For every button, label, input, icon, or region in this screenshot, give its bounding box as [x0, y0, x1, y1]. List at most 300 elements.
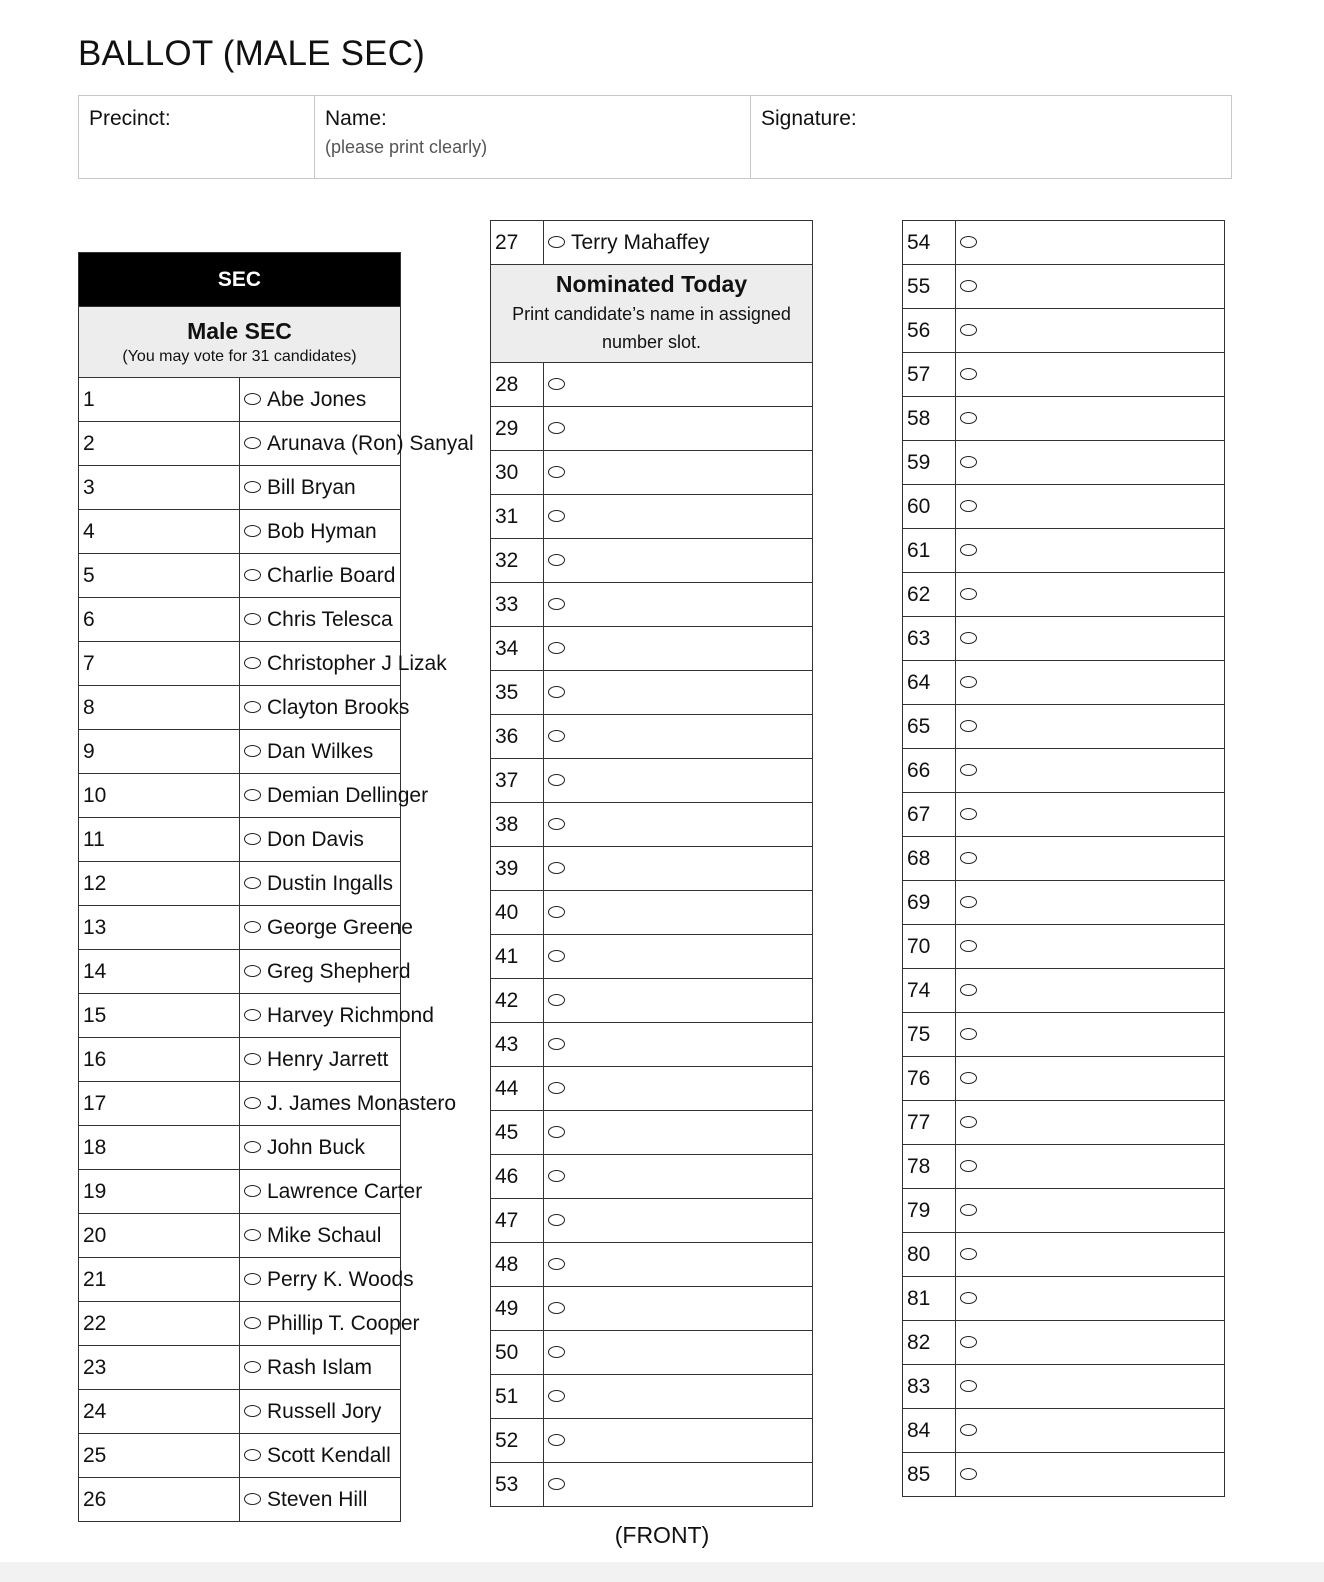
vote-oval-icon[interactable]: [548, 730, 565, 742]
write-in-cell[interactable]: [544, 847, 813, 891]
vote-oval-icon[interactable]: [960, 720, 977, 732]
write-in-cell[interactable]: [544, 495, 813, 539]
write-in-row[interactable]: [491, 627, 813, 671]
write-in-row[interactable]: [903, 1453, 1225, 1497]
candidate-row[interactable]: [79, 686, 401, 730]
slot-number: 17: [79, 1082, 240, 1126]
write-in-row[interactable]: [903, 881, 1225, 925]
candidate-row[interactable]: [79, 466, 401, 510]
write-in-row[interactable]: [903, 221, 1225, 265]
vote-oval-icon[interactable]: [244, 877, 261, 889]
write-in-row[interactable]: [903, 353, 1225, 397]
write-in-row[interactable]: [491, 1023, 813, 1067]
vote-oval-icon[interactable]: [960, 1380, 977, 1392]
write-in-row[interactable]: [491, 891, 813, 935]
write-in-row[interactable]: [491, 495, 813, 539]
write-in-row[interactable]: [903, 661, 1225, 705]
write-in-row[interactable]: [903, 617, 1225, 661]
slot-number: 76: [903, 1057, 956, 1101]
write-in-row[interactable]: [491, 1111, 813, 1155]
candidate-cell[interactable]: [240, 950, 411, 994]
write-in-row[interactable]: [491, 759, 813, 803]
write-in-cell[interactable]: [956, 881, 1225, 925]
slot-number: 74: [903, 969, 956, 1013]
slot-number: 82: [903, 1321, 956, 1365]
vote-oval-icon[interactable]: [960, 1336, 977, 1348]
write-in-row[interactable]: [491, 979, 813, 1023]
male-sec-subtitle: (You may vote for 31 candidates): [122, 348, 357, 365]
write-in-cell[interactable]: [956, 793, 1225, 837]
write-in-cell[interactable]: [544, 1419, 813, 1463]
vote-oval-icon[interactable]: [548, 1478, 565, 1490]
vote-oval-icon[interactable]: [244, 745, 261, 757]
slot-number: 58: [903, 397, 956, 441]
candidate-row[interactable]: [79, 1038, 401, 1082]
vote-oval-icon[interactable]: [244, 1493, 261, 1505]
name-field[interactable]: [315, 96, 751, 178]
vote-oval-icon[interactable]: [548, 774, 565, 786]
candidate-row[interactable]: [79, 730, 401, 774]
candidate-name: Bob Hyman: [267, 519, 377, 543]
candidate-row[interactable]: [79, 774, 401, 818]
candidate-cell[interactable]: [240, 642, 447, 686]
vote-oval-icon[interactable]: [548, 1258, 565, 1270]
write-in-cell[interactable]: [956, 1189, 1225, 1233]
candidate-cell[interactable]: [240, 1126, 401, 1170]
signature-field[interactable]: [751, 96, 1231, 178]
candidate-row[interactable]: [79, 1434, 401, 1478]
vote-oval-icon[interactable]: [548, 510, 565, 522]
slot-number: 55: [903, 265, 956, 309]
candidate-name: Chris Telesca: [267, 607, 393, 631]
slot-number: 60: [903, 485, 956, 529]
vote-oval-icon[interactable]: [960, 808, 977, 820]
write-in-row[interactable]: [903, 1101, 1225, 1145]
vote-oval-icon[interactable]: [244, 613, 261, 625]
write-in-row[interactable]: [903, 1233, 1225, 1277]
vote-oval-icon[interactable]: [548, 906, 565, 918]
write-in-cell[interactable]: [956, 749, 1225, 793]
write-in-cell[interactable]: [544, 1111, 813, 1155]
vote-oval-icon[interactable]: [960, 1072, 977, 1084]
write-in-row[interactable]: [491, 935, 813, 979]
write-in-cell[interactable]: [544, 1463, 813, 1507]
candidate-row[interactable]: [79, 994, 401, 1038]
write-in-cell[interactable]: [956, 1365, 1225, 1409]
slot-number: 23: [79, 1346, 240, 1390]
candidate-row[interactable]: [79, 906, 401, 950]
vote-oval-icon[interactable]: [548, 1214, 565, 1226]
vote-oval-icon[interactable]: [548, 554, 565, 566]
write-in-cell[interactable]: [544, 627, 813, 671]
write-in-cell[interactable]: [956, 705, 1225, 749]
write-in-row[interactable]: [903, 529, 1225, 573]
vote-oval-icon[interactable]: [548, 950, 565, 962]
precinct-label: Precinct:: [89, 107, 171, 130]
male-sec-heading: [79, 307, 401, 378]
candidate-name: Abe Jones: [267, 387, 367, 411]
vote-oval-icon[interactable]: [548, 378, 565, 390]
vote-oval-icon[interactable]: [960, 412, 977, 424]
slot-number: 50: [491, 1331, 544, 1375]
write-in-row[interactable]: [903, 837, 1225, 881]
vote-oval-icon[interactable]: [244, 1317, 261, 1329]
vote-oval-icon[interactable]: [548, 598, 565, 610]
slot-number: 59: [903, 441, 956, 485]
write-in-row[interactable]: [903, 1277, 1225, 1321]
candidate-cell[interactable]: [240, 1038, 401, 1082]
candidate-row[interactable]: [79, 862, 401, 906]
candidate-cell[interactable]: [240, 466, 401, 510]
write-in-row[interactable]: [903, 1145, 1225, 1189]
vote-oval-icon[interactable]: [244, 1185, 261, 1197]
write-in-row[interactable]: [903, 1365, 1225, 1409]
write-in-row[interactable]: [491, 1375, 813, 1419]
vote-oval-icon[interactable]: [244, 1229, 261, 1241]
vote-oval-icon[interactable]: [548, 1126, 565, 1138]
vote-oval-icon[interactable]: [244, 1449, 261, 1461]
slot-number: 81: [903, 1277, 956, 1321]
write-in-row[interactable]: [903, 485, 1225, 529]
vote-oval-icon[interactable]: [960, 368, 977, 380]
candidate-cell[interactable]: [240, 862, 401, 906]
candidate-cell[interactable]: [240, 1434, 401, 1478]
vote-oval-icon[interactable]: [548, 862, 565, 874]
write-in-cell[interactable]: [544, 803, 813, 847]
write-in-cell[interactable]: [956, 1145, 1225, 1189]
write-in-row[interactable]: [903, 925, 1225, 969]
write-in-cell[interactable]: [544, 979, 813, 1023]
candidate-row[interactable]: [79, 1390, 401, 1434]
write-in-row[interactable]: [903, 441, 1225, 485]
write-in-cell[interactable]: [544, 363, 813, 407]
write-in-cell[interactable]: [544, 759, 813, 803]
write-in-row[interactable]: [491, 671, 813, 715]
vote-oval-icon[interactable]: [960, 1028, 977, 1040]
vote-oval-icon[interactable]: [548, 818, 565, 830]
slot-number: 61: [903, 529, 956, 573]
vote-oval-icon[interactable]: [960, 896, 977, 908]
candidate-row[interactable]: [79, 1170, 401, 1214]
candidate-row[interactable]: [79, 510, 401, 554]
write-in-cell[interactable]: [544, 1331, 813, 1375]
write-in-cell[interactable]: [544, 671, 813, 715]
candidate-row[interactable]: [79, 642, 401, 686]
candidate-cell[interactable]: [240, 1170, 423, 1214]
page-edge: [0, 1562, 1324, 1582]
slot-number: 77: [903, 1101, 956, 1145]
write-in-row[interactable]: [903, 705, 1225, 749]
slot-number: 13: [79, 906, 240, 950]
candidate-cell[interactable]: [240, 730, 401, 774]
write-in-row[interactable]: [491, 583, 813, 627]
slot-number: 1: [79, 378, 240, 422]
vote-oval-icon[interactable]: [244, 657, 261, 669]
candidate-row[interactable]: [79, 422, 401, 466]
vote-oval-icon[interactable]: [548, 236, 565, 248]
vote-oval-icon[interactable]: [548, 1346, 565, 1358]
vote-oval-icon[interactable]: [960, 984, 977, 996]
candidate-row[interactable]: [79, 1346, 401, 1390]
precinct-field[interactable]: [79, 96, 315, 178]
voter-info-box: [78, 95, 1232, 179]
write-in-row[interactable]: [903, 969, 1225, 1013]
candidate-cell[interactable]: [240, 1478, 401, 1522]
write-in-row[interactable]: [903, 1321, 1225, 1365]
write-in-row[interactable]: [491, 539, 813, 583]
vote-oval-icon[interactable]: [960, 676, 977, 688]
candidate-name: Russell Jory: [267, 1399, 382, 1423]
candidate-row[interactable]: [79, 950, 401, 994]
write-in-cell[interactable]: [544, 1243, 813, 1287]
candidate-cell[interactable]: [240, 906, 413, 950]
write-in-row[interactable]: [903, 397, 1225, 441]
write-in-row[interactable]: [491, 1419, 813, 1463]
vote-oval-icon[interactable]: [244, 1273, 261, 1285]
write-in-cell[interactable]: [956, 661, 1225, 705]
write-in-row[interactable]: [491, 803, 813, 847]
vote-oval-icon[interactable]: [960, 1248, 977, 1260]
vote-oval-icon[interactable]: [548, 422, 565, 434]
candidate-cell[interactable]: [240, 994, 434, 1038]
vote-oval-icon[interactable]: [244, 1053, 261, 1065]
write-in-row[interactable]: [903, 1013, 1225, 1057]
write-in-row[interactable]: [491, 1067, 813, 1111]
vote-oval-icon[interactable]: [244, 789, 261, 801]
vote-oval-icon[interactable]: [548, 642, 565, 654]
candidate-name: Harvey Richmond: [267, 1003, 434, 1027]
slot-number: 18: [79, 1126, 240, 1170]
vote-oval-icon[interactable]: [244, 569, 261, 581]
write-in-cell[interactable]: [956, 617, 1225, 661]
candidate-name: Dustin Ingalls: [267, 871, 394, 895]
candidate-name: Perry K. Woods: [267, 1267, 414, 1291]
slot-number: 69: [903, 881, 956, 925]
candidate-row[interactable]: [79, 1214, 401, 1258]
vote-oval-icon[interactable]: [244, 1097, 261, 1109]
candidate-cell[interactable]: [240, 686, 410, 730]
vote-oval-icon[interactable]: [244, 921, 261, 933]
write-in-cell[interactable]: [956, 837, 1225, 881]
vote-oval-icon[interactable]: [960, 1424, 977, 1436]
write-in-cell[interactable]: [544, 1287, 813, 1331]
vote-oval-icon[interactable]: [960, 940, 977, 952]
write-in-row[interactable]: [903, 1409, 1225, 1453]
write-in-cell[interactable]: [956, 1409, 1225, 1453]
vote-oval-icon[interactable]: [960, 544, 977, 556]
vote-oval-icon[interactable]: [244, 833, 261, 845]
slot-number: 42: [491, 979, 544, 1023]
write-in-cell[interactable]: [544, 715, 813, 759]
candidate-row[interactable]: [79, 1126, 401, 1170]
write-in-row[interactable]: [491, 363, 813, 407]
candidate-row[interactable]: [79, 1302, 401, 1346]
slot-number: 21: [79, 1258, 240, 1302]
candidate-name: Steven Hill: [267, 1487, 368, 1511]
vote-oval-icon[interactable]: [960, 632, 977, 644]
write-in-cell[interactable]: [544, 451, 813, 495]
candidate-cell[interactable]: [240, 598, 401, 642]
write-in-cell[interactable]: [544, 891, 813, 935]
write-in-cell[interactable]: [956, 1453, 1225, 1497]
write-in-row[interactable]: [491, 847, 813, 891]
candidate-cell[interactable]: [240, 422, 474, 466]
vote-oval-icon[interactable]: [960, 500, 977, 512]
vote-oval-icon[interactable]: [960, 1204, 977, 1216]
vote-oval-icon[interactable]: [960, 764, 977, 776]
slot-number: 4: [79, 510, 240, 554]
write-in-row[interactable]: [491, 1463, 813, 1507]
candidate-cell[interactable]: [240, 378, 401, 422]
slot-number: 85: [903, 1453, 956, 1497]
write-in-cell[interactable]: [956, 925, 1225, 969]
vote-oval-icon[interactable]: [548, 686, 565, 698]
candidate-cell[interactable]: [544, 221, 813, 265]
candidate-name: Bill Bryan: [267, 475, 356, 499]
vote-oval-icon[interactable]: [244, 525, 261, 537]
vote-oval-icon[interactable]: [960, 236, 977, 248]
vote-oval-icon[interactable]: [244, 965, 261, 977]
write-in-row[interactable]: [491, 407, 813, 451]
candidate-cell[interactable]: [240, 818, 401, 862]
vote-oval-icon[interactable]: [244, 437, 261, 449]
write-in-cell[interactable]: [956, 1057, 1225, 1101]
write-in-cell[interactable]: [544, 935, 813, 979]
write-in-cell[interactable]: [544, 1375, 813, 1419]
write-in-cell[interactable]: [956, 221, 1225, 265]
write-in-cell[interactable]: [956, 441, 1225, 485]
vote-oval-icon[interactable]: [244, 1141, 261, 1153]
vote-oval-icon[interactable]: [548, 466, 565, 478]
candidate-cell[interactable]: [240, 1346, 401, 1390]
slot-number: 66: [903, 749, 956, 793]
vote-oval-icon[interactable]: [548, 1082, 565, 1094]
write-in-row[interactable]: [903, 573, 1225, 617]
write-in-cell[interactable]: [544, 1155, 813, 1199]
vote-oval-icon[interactable]: [960, 1116, 977, 1128]
candidate-name: Dan Wilkes: [267, 739, 374, 763]
vote-oval-icon[interactable]: [960, 852, 977, 864]
write-in-row[interactable]: [491, 1199, 813, 1243]
candidate-name: Arunava (Ron) Sanyal: [267, 431, 474, 455]
vote-oval-icon[interactable]: [960, 324, 977, 336]
write-in-cell[interactable]: [544, 1023, 813, 1067]
vote-oval-icon[interactable]: [548, 1434, 565, 1446]
write-in-row[interactable]: [903, 793, 1225, 837]
candidate-row[interactable]: [79, 1258, 401, 1302]
vote-oval-icon[interactable]: [548, 1302, 565, 1314]
candidate-cell[interactable]: [240, 1214, 401, 1258]
vote-oval-icon[interactable]: [548, 994, 565, 1006]
vote-oval-icon[interactable]: [960, 1160, 977, 1172]
vote-oval-icon[interactable]: [960, 1292, 977, 1304]
write-in-cell[interactable]: [956, 573, 1225, 617]
write-in-row[interactable]: [491, 1287, 813, 1331]
candidate-name: Charlie Board: [267, 563, 396, 587]
write-in-cell[interactable]: [956, 309, 1225, 353]
candidate-name: Clayton Brooks: [267, 695, 410, 719]
candidate-cell[interactable]: [240, 1082, 457, 1126]
vote-oval-icon[interactable]: [960, 280, 977, 292]
write-in-row[interactable]: [491, 451, 813, 495]
candidate-cell[interactable]: [240, 554, 401, 598]
vote-oval-icon[interactable]: [244, 1009, 261, 1021]
write-in-row[interactable]: [491, 1331, 813, 1375]
vote-oval-icon[interactable]: [244, 1361, 261, 1373]
write-in-cell[interactable]: [956, 1233, 1225, 1277]
write-in-row[interactable]: [903, 1189, 1225, 1233]
vote-oval-icon[interactable]: [960, 1468, 977, 1480]
nominated-heading: [491, 265, 813, 363]
candidate-row[interactable]: [79, 1082, 401, 1126]
slot-number: 10: [79, 774, 240, 818]
write-in-row[interactable]: [903, 749, 1225, 793]
slot-number: 40: [491, 891, 544, 935]
name-hint: (please print clearly): [325, 137, 488, 157]
vote-oval-icon[interactable]: [960, 456, 977, 468]
write-in-cell[interactable]: [956, 529, 1225, 573]
write-in-cell[interactable]: [544, 1067, 813, 1111]
candidate-name: Mike Schaul: [267, 1223, 382, 1247]
vote-oval-icon[interactable]: [244, 1405, 261, 1417]
candidate-row[interactable]: [79, 554, 401, 598]
candidate-cell[interactable]: [240, 774, 429, 818]
vote-oval-icon[interactable]: [548, 1038, 565, 1050]
candidate-cell[interactable]: [240, 510, 401, 554]
write-in-cell[interactable]: [956, 969, 1225, 1013]
candidate-cell[interactable]: [240, 1258, 414, 1302]
write-in-row[interactable]: [491, 1243, 813, 1287]
write-in-cell[interactable]: [956, 1013, 1225, 1057]
write-in-table-right: [902, 220, 1225, 1497]
candidate-row-27[interactable]: [491, 221, 813, 265]
candidate-row[interactable]: [79, 818, 401, 862]
vote-oval-icon[interactable]: [244, 393, 261, 405]
write-in-cell[interactable]: [544, 1199, 813, 1243]
write-in-cell[interactable]: [956, 265, 1225, 309]
candidate-name: Lawrence Carter: [267, 1179, 423, 1203]
write-in-cell[interactable]: [544, 583, 813, 627]
write-in-cell[interactable]: [956, 1101, 1225, 1145]
candidate-row[interactable]: [79, 1478, 401, 1522]
write-in-cell[interactable]: [956, 1321, 1225, 1365]
candidate-row[interactable]: [79, 598, 401, 642]
slot-number: 5: [79, 554, 240, 598]
vote-oval-icon[interactable]: [960, 588, 977, 600]
candidate-row[interactable]: [79, 378, 401, 422]
vote-oval-icon[interactable]: [548, 1390, 565, 1402]
vote-oval-icon[interactable]: [244, 701, 261, 713]
write-in-cell[interactable]: [956, 485, 1225, 529]
write-in-cell[interactable]: [956, 1277, 1225, 1321]
candidate-name: Terry Mahaffey: [571, 230, 710, 254]
vote-oval-icon[interactable]: [244, 481, 261, 493]
write-in-row[interactable]: [903, 309, 1225, 353]
vote-oval-icon[interactable]: [548, 1170, 565, 1182]
write-in-cell[interactable]: [544, 407, 813, 451]
write-in-row[interactable]: [903, 265, 1225, 309]
candidate-cell[interactable]: [240, 1302, 420, 1346]
write-in-row[interactable]: [903, 1057, 1225, 1101]
write-in-row[interactable]: [491, 715, 813, 759]
slot-number: 44: [491, 1067, 544, 1111]
write-in-cell[interactable]: [956, 353, 1225, 397]
write-in-cell[interactable]: [544, 539, 813, 583]
candidate-cell[interactable]: [240, 1390, 401, 1434]
write-in-cell[interactable]: [956, 397, 1225, 441]
write-in-row[interactable]: [491, 1155, 813, 1199]
nominated-title: Nominated Today: [555, 271, 748, 297]
